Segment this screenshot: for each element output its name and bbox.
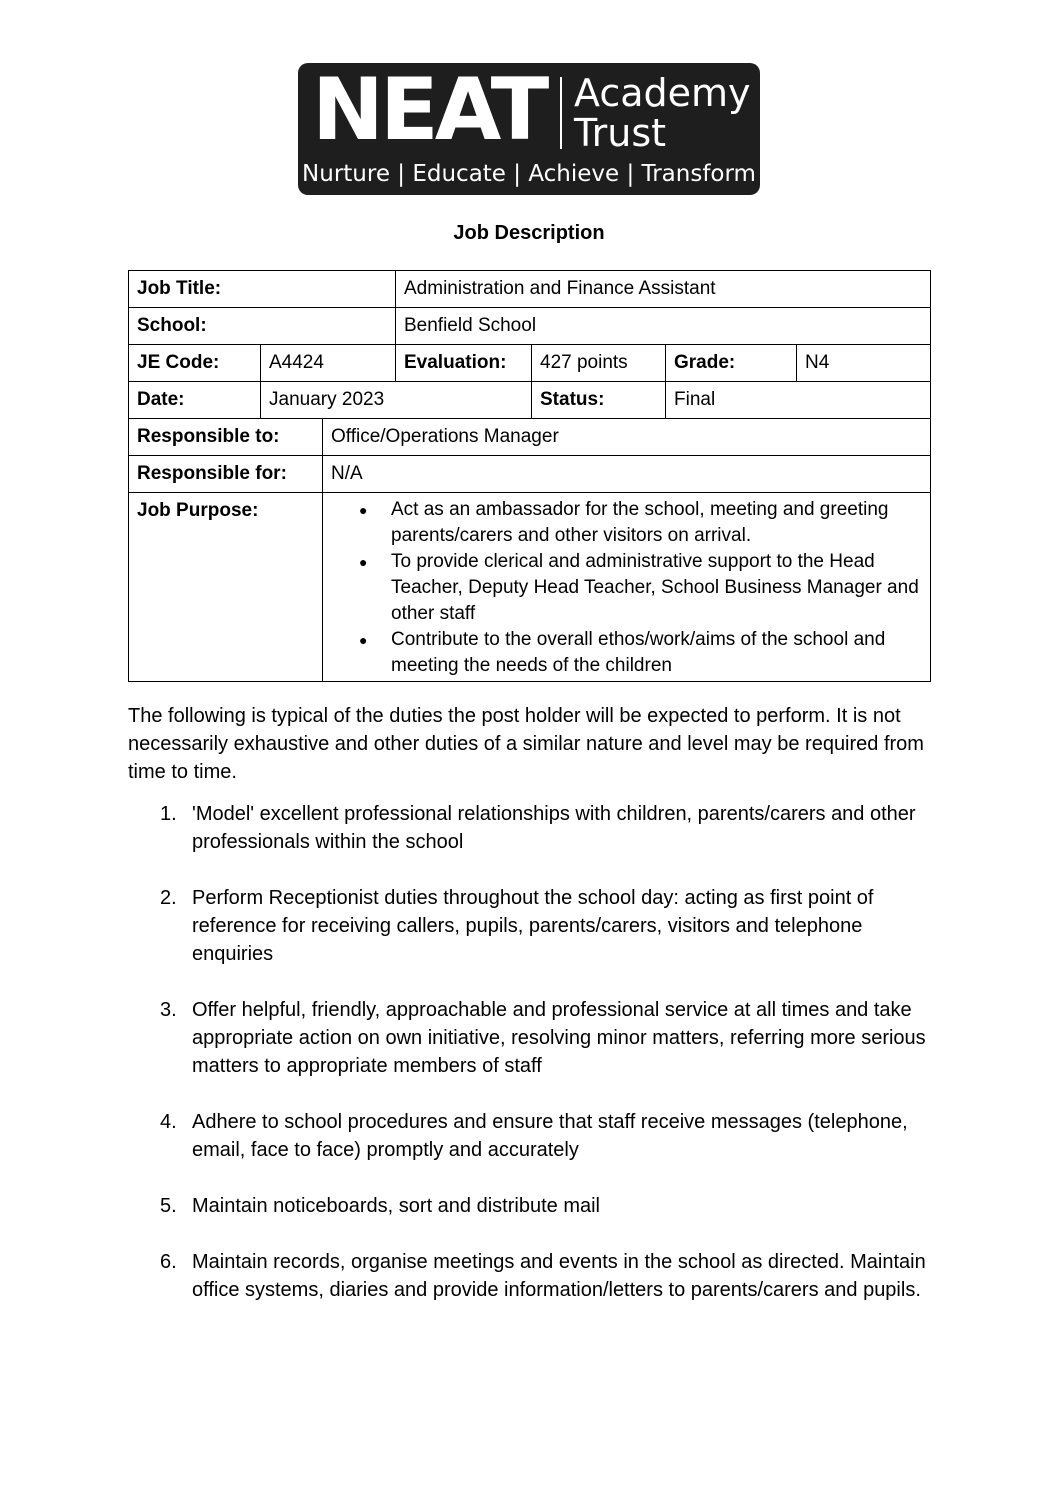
evaluation-value: 427 points [532,345,666,382]
duty-text: Maintain noticeboards, sort and distribute mail [192,1195,600,1217]
logo-tagline: Nurture | Educate | Achieve | Transform [302,161,756,187]
je-code-label: JE Code: [129,345,261,382]
job-purpose-item: ● Act as an ambassador for the school, meeting and greeting parents/carers and other visitors on arrival. [391,497,922,549]
responsible-to-value: Office/Operations Manager [323,419,931,456]
page-title: Job Description [453,222,605,244]
job-title-value: Administration and Finance Assistant [396,271,931,308]
duties-list [128,800,928,1332]
list-item [128,884,928,968]
job-title-label: Job Title: [129,271,396,308]
list-item [128,800,928,856]
duty-number: 1. [160,803,177,825]
status-value: Final [666,382,931,419]
table-row [129,308,931,345]
job-details-table [128,270,931,682]
responsible-for-label: Responsible for: [129,456,323,493]
job-purpose-value [323,493,931,682]
list-item [128,996,928,1080]
duty-number: 6. [160,1251,177,1273]
status-label: Status: [532,382,666,419]
duty-number: 5. [160,1195,177,1217]
job-purpose-label: Job Purpose: [129,493,323,682]
job-purpose-item: ● Contribute to the overall ethos/work/aims of the school and meeting the needs of the children [391,627,922,679]
list-item [128,1248,928,1304]
duty-number: 2. [160,887,177,909]
duty-text: Maintain records, organise meetings and events in the school as directed. Maintain office systems, diaries and provide information/letters to parents/carers and pupils. [192,1251,926,1301]
logo-academy-text: Academy [574,71,751,115]
duty-text: Adhere to school procedures and ensure that staff receive messages (telephone, email, face to face) promptly and accurately [192,1111,908,1161]
job-purpose-list [331,497,922,679]
table-row [129,345,931,382]
logo-neat-text: NEAT [312,60,546,160]
logo-divider [560,77,562,149]
responsible-for-value: N/A [323,456,931,493]
table-row [129,271,931,308]
table-row [129,456,931,493]
table-row [129,493,931,682]
duty-text: 'Model' excellent professional relationships with children, parents/carers and other professionals within the school [192,803,916,853]
logo-trust-text: Trust [574,111,667,155]
school-value: Benfield School [396,308,931,345]
duty-number: 4. [160,1111,177,1133]
school-label: School: [129,308,396,345]
list-item [128,1108,928,1164]
je-code-value: A4424 [261,345,396,382]
logo-academy-trust [574,73,751,153]
responsible-to-label: Responsible to: [129,419,323,456]
table-row [129,419,931,456]
list-item [128,1192,928,1220]
date-value: January 2023 [261,382,532,419]
date-label: Date: [129,382,261,419]
grade-value: N4 [797,345,931,382]
evaluation-label: Evaluation: [396,345,532,382]
grade-label: Grade: [666,345,797,382]
duty-text: Perform Receptionist duties throughout the school day: acting as first point of reference for receiving callers, pupils, parents/carers, visitors and telephone enquiries [192,887,874,965]
duties-intro: The following is typical of the duties the post holder will be expected to perform. It is not necessarily exhaustive and other duties of a similar nature and level may be required from time to time. [128,705,924,783]
duty-number: 3. [160,999,177,1021]
table-row [129,382,931,419]
duty-text: Offer helpful, friendly, approachable and professional service at all times and take appropriate action on own initiative, resolving minor matters, referring more serious matters to appropriate members of staff [192,999,926,1077]
neat-academy-trust-logo [298,60,760,195]
job-purpose-item: ● To provide clerical and administrative support to the Head Teacher, Deputy Head Teacher, School Business Manager and other staff [391,549,922,627]
